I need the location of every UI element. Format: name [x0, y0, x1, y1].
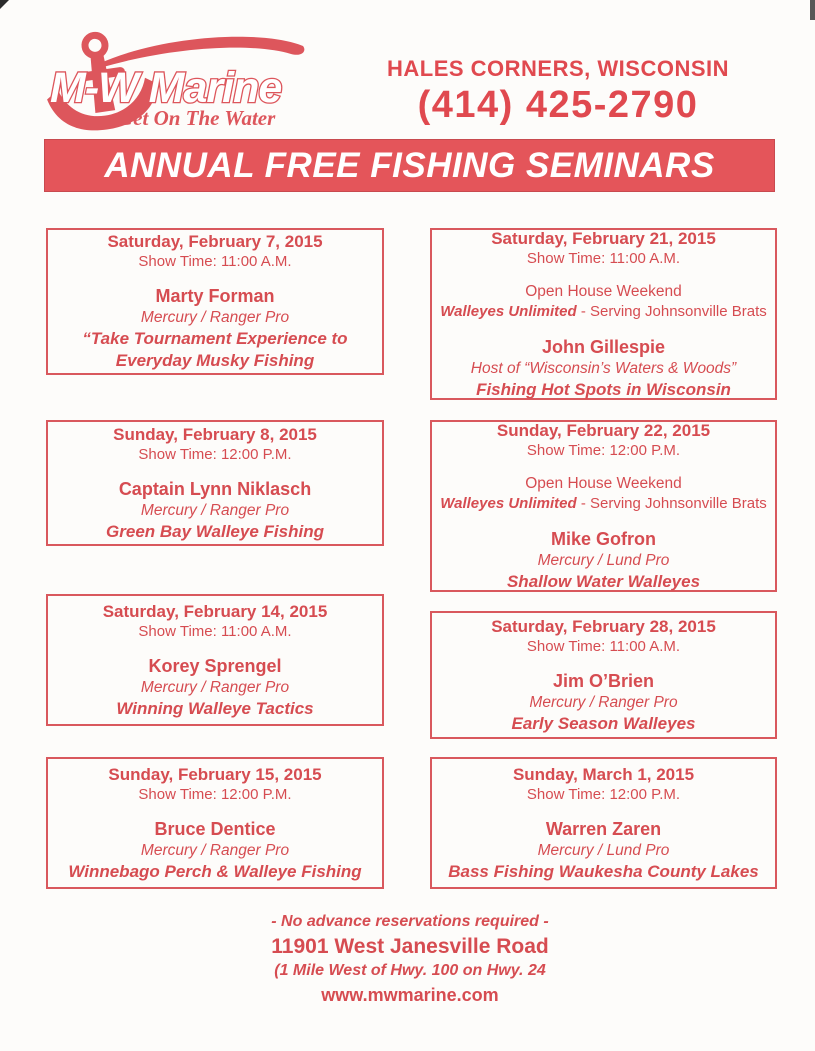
seminar-topic: Fishing Hot Spots in Wisconsin	[476, 379, 731, 399]
seminar-card	[46, 228, 384, 375]
club-detail: - Serving Johnsonville Brats	[576, 494, 767, 512]
seminar-date: Sunday, March 1, 2015	[512, 764, 695, 784]
seminar-topic: Bass Fishing Waukesha County Lakes	[448, 861, 759, 881]
scan-artifact-corner	[0, 0, 9, 9]
club-name: Walleyes Unlimited	[440, 494, 577, 512]
mw-marine-logo	[40, 26, 312, 136]
website-url: www.mwmarine.com	[321, 985, 499, 1005]
header-phone: (414) 425-2790	[417, 84, 699, 126]
banner-title: ANNUAL FREE FISHING SEMINARS	[104, 145, 715, 185]
speaker-name: Warren Zaren	[545, 818, 662, 839]
club-line	[440, 302, 767, 322]
seminar-date: Sunday, February 22, 2015	[496, 420, 711, 440]
logo-name: M-W Marine	[50, 64, 282, 112]
seminar-date: Sunday, February 8, 2015	[113, 424, 317, 444]
seminar-date: Saturday, February 28, 2015	[491, 616, 716, 636]
footer-block	[45, 910, 775, 1008]
seminar-time: Show Time: 11:00 A.M.	[138, 622, 292, 640]
speaker-affiliation: Mercury / Ranger Pro	[140, 309, 290, 326]
seminar-card	[46, 594, 384, 726]
seminar-time: Show Time: 12:00 P.M.	[526, 785, 681, 803]
seminar-topic: “Take Tournament Experience to Everyday Musky Fishing	[82, 329, 348, 370]
seminar-date: Saturday, February 7, 2015	[107, 232, 323, 251]
club-detail: - Serving Johnsonville Brats	[576, 302, 767, 320]
header-contact-block	[330, 56, 786, 126]
seminar-time: Show Time: 11:00 A.M.	[526, 637, 681, 655]
seminar-time: Show Time: 12:00 P.M.	[138, 785, 292, 803]
header-location: HALES CORNERS, WISCONSIN	[386, 56, 730, 81]
speaker-name: Bruce Dentice	[154, 818, 276, 839]
seminar-card	[430, 228, 777, 400]
logo-graphic	[40, 26, 312, 136]
speaker-affiliation: Mercury / Ranger Pro	[529, 693, 678, 711]
seminar-topic: Winning Walleye Tactics	[116, 698, 314, 718]
directions-note: (1 Mile West of Hwy. 100 on Hwy. 24	[274, 962, 546, 979]
seminar-topic: Green Bay Walleye Fishing	[106, 521, 324, 541]
speaker-affiliation: Mercury / Lund Pro	[537, 551, 670, 569]
speaker-name: Korey Sprengel	[148, 655, 282, 676]
seminar-banner	[44, 139, 775, 192]
seminar-card	[46, 757, 384, 889]
seminar-topic: Winnebago Perch & Walleye Fishing	[68, 861, 362, 881]
seminar-date: Saturday, February 14, 2015	[102, 601, 328, 621]
speaker-affiliation: Mercury / Ranger Pro	[140, 501, 290, 519]
speaker-name: Mike Gofron	[550, 528, 656, 549]
speaker-name: Marty Forman	[155, 286, 275, 306]
seminar-topic: Shallow Water Walleyes	[506, 571, 701, 591]
speaker-affiliation: Host of “Wisconsin’s Waters & Woods”	[470, 359, 737, 377]
seminar-card	[430, 420, 777, 592]
seminar-topic: Early Season Walleyes	[511, 713, 696, 733]
speaker-name: Captain Lynn Niklasch	[118, 478, 312, 499]
open-house-line: Open House Weekend	[525, 282, 682, 300]
speaker-affiliation: Mercury / Ranger Pro	[140, 841, 290, 859]
scan-artifact-corner	[810, 0, 815, 20]
logo-tagline: Get On The Water	[118, 106, 276, 130]
speaker-name: John Gillespie	[541, 336, 666, 357]
seminar-card	[46, 420, 384, 546]
club-line	[440, 494, 767, 514]
seminar-card	[430, 757, 777, 889]
speaker-affiliation: Mercury / Ranger Pro	[140, 678, 290, 696]
seminar-time: Show Time: 11:00 A.M.	[138, 253, 292, 270]
seminar-date: Saturday, February 21, 2015	[491, 228, 716, 248]
street-address: 11901 West Janesville Road	[271, 935, 549, 958]
seminar-card	[430, 611, 777, 739]
seminar-time: Show Time: 12:00 P.M.	[138, 445, 292, 463]
club-name: Walleyes Unlimited	[440, 302, 577, 320]
seminar-time: Show Time: 12:00 P.M.	[526, 441, 681, 459]
seminar-time: Show Time: 11:00 A.M.	[526, 249, 681, 267]
seminar-date: Sunday, February 15, 2015	[108, 764, 322, 784]
speaker-affiliation: Mercury / Lund Pro	[537, 841, 670, 859]
open-house-line: Open House Weekend	[525, 474, 682, 492]
reservation-note: - No advance reservations required -	[271, 913, 549, 930]
speaker-name: Jim O’Brien	[552, 670, 655, 691]
